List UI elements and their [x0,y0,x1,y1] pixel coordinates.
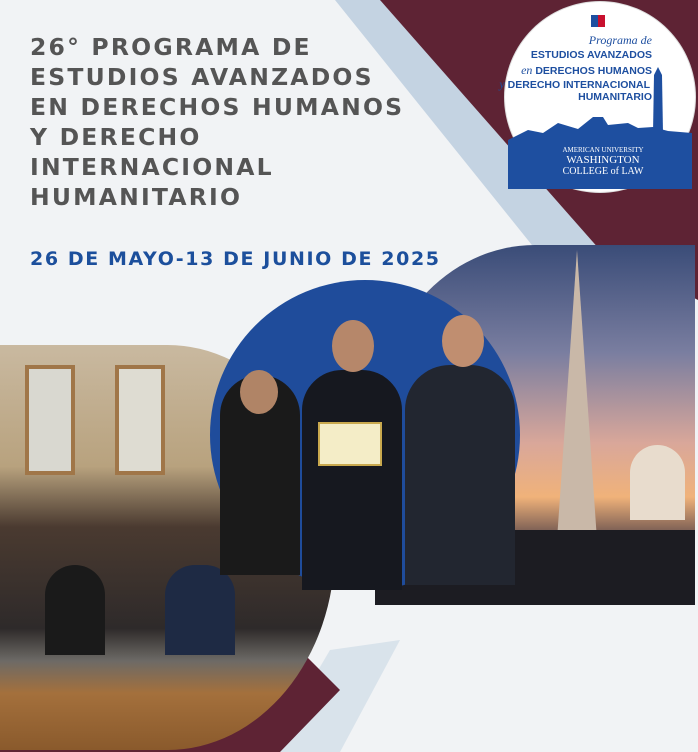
logo-text: HUMANITARIO [578,91,652,103]
program-logo [499,2,695,192]
title-line: ESTUDIOS AVANZADOS [30,63,374,91]
title-line: EN DERECHOS HUMANOS [30,93,405,121]
title-line: Y DERECHO [30,123,202,151]
logo-text: DERECHO INTERNACIONAL [507,79,650,91]
logo-school: WASHINGTON [566,154,640,166]
logo-text: en [521,63,533,77]
title-line: HUMANITARIO [30,183,243,211]
logo-school: COLLEGE of LAW [562,166,644,177]
title-line: INTERNACIONAL [30,153,274,181]
program-dates: 26 DE MAYO-13 DE JUNIO DE 2025 [30,248,441,270]
program-title [30,32,450,212]
logo-text: ESTUDIOS AVANZADOS [530,49,652,61]
logo-text: Programa de [588,33,652,47]
graduation-photo [210,280,520,590]
title-line: 26° PROGRAMA DE [30,33,312,61]
logo-school: AMERICAN UNIVERSITY [562,146,644,154]
logo-text: DERECHOS HUMANOS [535,65,652,77]
logo-text: y [499,77,505,91]
